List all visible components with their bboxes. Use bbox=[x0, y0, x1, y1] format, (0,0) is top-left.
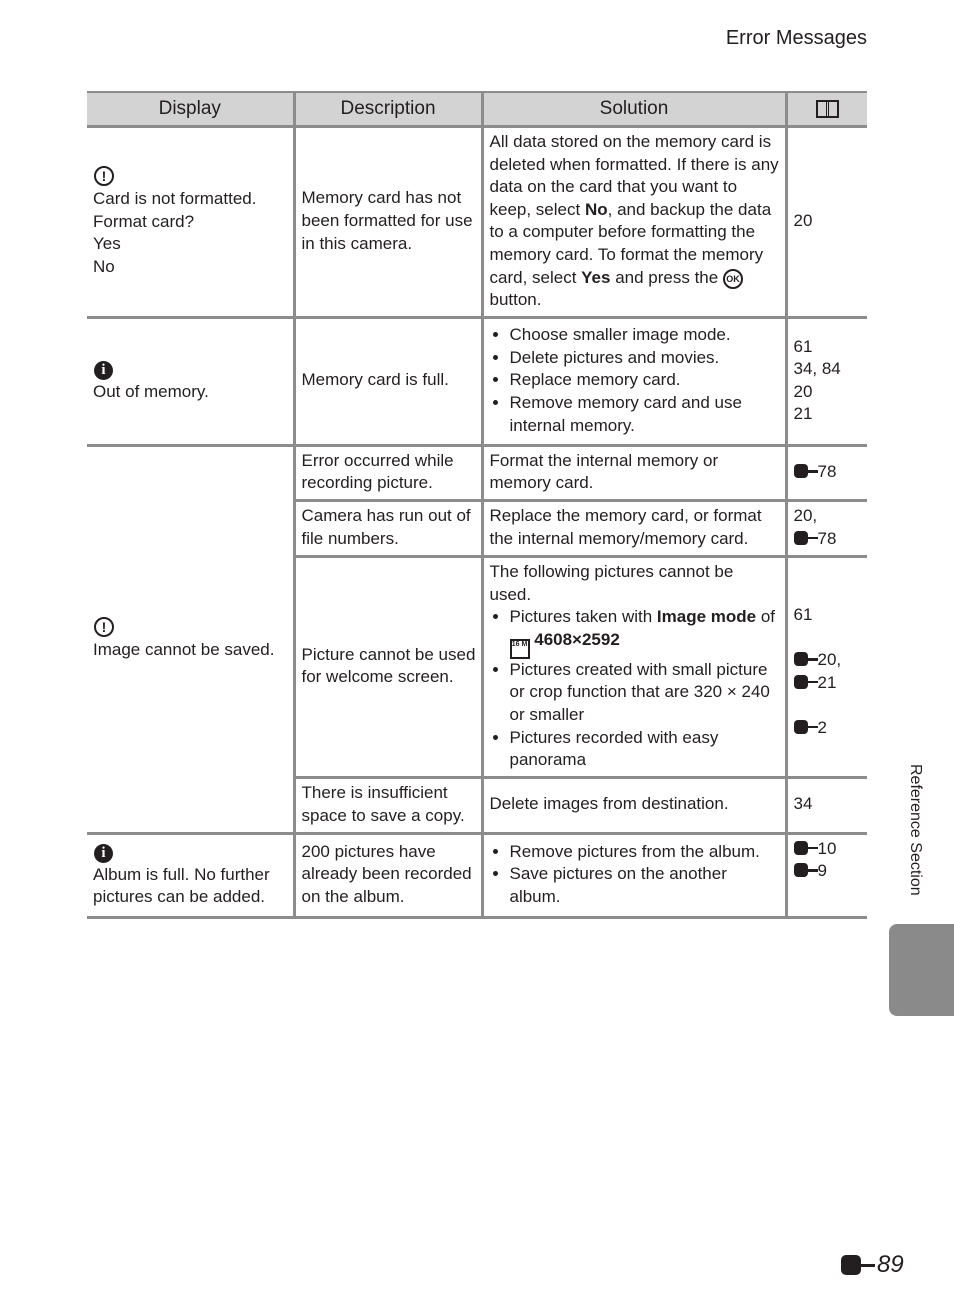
page-ref-cell: 78 bbox=[786, 445, 867, 500]
yes-option: Yes bbox=[581, 267, 611, 287]
solution-cell bbox=[482, 317, 786, 445]
list-item: • Delete pictures and movies. bbox=[510, 347, 780, 370]
solution-cell: All data stored on the memory card is deleted when formatted. If there is any data on the card that you want to keep, select No, and backup the data to a computer before formatting the memory card. To format the memory card, select Yes and press the OK button. bbox=[482, 127, 786, 318]
no-option: No bbox=[584, 199, 608, 219]
display-line: Out of memory. bbox=[93, 381, 209, 401]
description-cell: 200 pictures have already been recorded on the album. bbox=[294, 833, 482, 917]
page-ref-cell: 20, 78 bbox=[786, 500, 867, 556]
reference-e-icon bbox=[794, 675, 818, 689]
reference-e-icon bbox=[794, 652, 818, 666]
section-tab bbox=[889, 924, 954, 1016]
book-icon bbox=[816, 100, 838, 116]
display-line: Image cannot be saved. bbox=[93, 640, 275, 660]
page-ref-cell: 61 20, 21 2 bbox=[786, 556, 867, 777]
solution-cell: Format the internal memory or memory card. bbox=[482, 445, 786, 500]
reference-e-icon bbox=[794, 464, 818, 478]
error-messages-table bbox=[87, 91, 867, 919]
image-mode-16m-icon: 16 M bbox=[510, 639, 530, 659]
reference-e-icon bbox=[794, 720, 818, 734]
display-line: Album is full. No further pictures can be added. bbox=[93, 864, 270, 907]
description-cell: Picture cannot be used for welcome screen. bbox=[294, 556, 482, 777]
description-cell: Camera has run out of file numbers. bbox=[294, 500, 482, 556]
description-cell: Memory card has not been formatted for use in this camera. bbox=[294, 127, 482, 318]
list-item: • Save pictures on the another album. bbox=[510, 863, 780, 908]
table-row bbox=[87, 317, 867, 445]
running-head-title: Error Messages bbox=[725, 27, 867, 49]
solution-cell: The following pictures cannot be used. • Pictures taken with Image mode of 16 M 4608×2592 • Pictures created with small picture or crop function that are 320 × 240 or smaller • Pictures recorded with easy panorama bbox=[482, 556, 786, 777]
reference-e-icon bbox=[794, 531, 818, 545]
list-item: • Pictures taken with Image mode of 16 M 4608×2592 bbox=[510, 606, 780, 659]
table-row bbox=[87, 445, 867, 500]
page-ref-cell: 61 34, 84 20 21 bbox=[786, 317, 867, 445]
page-ref-cell: 10 9 bbox=[786, 833, 867, 917]
table-header-row bbox=[87, 92, 867, 127]
page-number: 89 bbox=[841, 1251, 904, 1279]
list-item: • Remove pictures from the album. bbox=[510, 841, 780, 864]
display-line: Yes bbox=[93, 234, 121, 254]
warning-icon: ! bbox=[94, 166, 114, 186]
table-row bbox=[87, 127, 867, 318]
description-cell: Memory card is full. bbox=[294, 317, 482, 445]
reference-e-icon bbox=[794, 863, 818, 877]
display-line: No bbox=[93, 256, 115, 276]
list-item: • Replace memory card. bbox=[510, 369, 780, 392]
solution-cell: Delete images from destination. bbox=[482, 777, 786, 833]
display-line: Format card? bbox=[93, 211, 195, 231]
warning-icon: ! bbox=[94, 617, 114, 637]
reference-e-icon bbox=[841, 1255, 875, 1275]
description-cell: Error occurred while recording picture. bbox=[294, 445, 482, 500]
display-cell bbox=[87, 445, 294, 833]
section-side-label: Reference Section bbox=[907, 764, 924, 896]
header-reference bbox=[786, 92, 867, 127]
header-description: Description bbox=[294, 92, 482, 127]
reference-e-icon bbox=[794, 841, 818, 855]
info-icon: i bbox=[94, 844, 113, 863]
description-cell: There is insufficient space to save a copy. bbox=[294, 777, 482, 833]
display-line: Card is not formatted. bbox=[93, 189, 257, 209]
info-icon: i bbox=[94, 361, 113, 380]
ok-button-icon: OK bbox=[723, 269, 743, 289]
list-item: • Choose smaller image mode. bbox=[510, 324, 780, 347]
display-cell bbox=[87, 317, 294, 445]
table-row bbox=[87, 833, 867, 917]
list-item: • Pictures created with small picture or crop function that are 320 × 240 or smaller bbox=[510, 659, 780, 727]
solution-cell: Replace the memory card, or format the internal memory/memory card. bbox=[482, 500, 786, 556]
solution-cell bbox=[482, 833, 786, 917]
page-ref-cell: 34 bbox=[786, 777, 867, 833]
display-cell bbox=[87, 833, 294, 917]
header-display: Display bbox=[87, 92, 294, 127]
header-solution: Solution bbox=[482, 92, 786, 127]
page-ref-cell: 20 bbox=[786, 127, 867, 318]
list-item: • Pictures recorded with easy panorama bbox=[510, 727, 780, 772]
list-item: • Remove memory card and use internal memory. bbox=[510, 392, 780, 437]
display-cell bbox=[87, 127, 294, 318]
